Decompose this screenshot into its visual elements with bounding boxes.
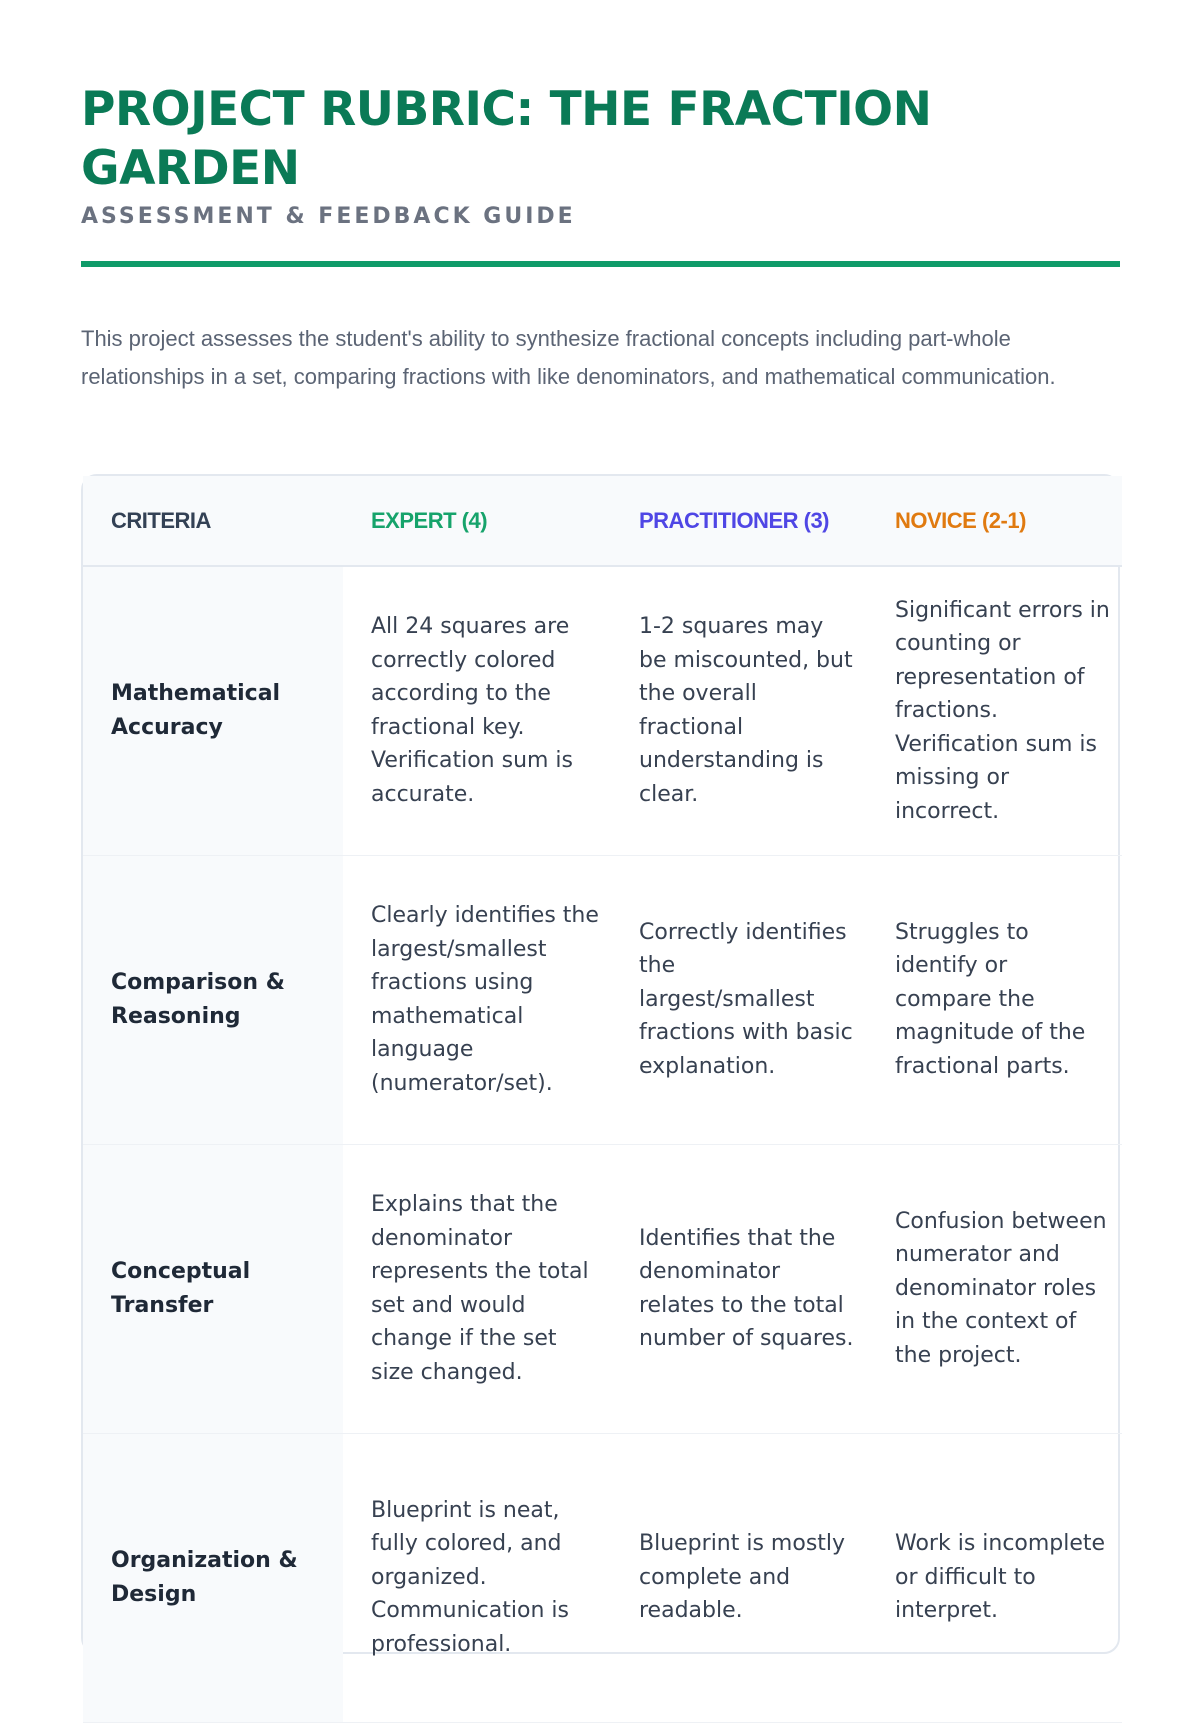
header-divider: [81, 261, 1120, 267]
page-title: PROJECT RUBRIC: THE FRACTION GARDEN: [81, 82, 932, 196]
page-subtitle: ASSESSMENT & FEEDBACK GUIDE: [81, 204, 576, 229]
practitioner-cell: Correctly identifies the largest/smallest fractions with basic explanation.: [639, 919, 853, 1079]
criterion-cell: Conceptual Transfer: [83, 1144, 343, 1433]
rubric-table-card: [81, 474, 1120, 1657]
practitioner-cell: Identifies that the denominator relates to the total number of squares.: [639, 1225, 854, 1351]
table-row: [83, 1433, 1122, 1722]
expert-cell: Explains that the denominator represents the total set and would change if the set size changed.: [371, 1192, 589, 1385]
criterion-cell: Organization & Design: [83, 1433, 343, 1722]
expert-cell: Clearly identifies the largest/smallest fractions using mathematical language (numerator/set).: [371, 903, 599, 1096]
rubric-table: [83, 476, 1122, 1723]
header-criteria: CRITERIA: [83, 476, 343, 566]
novice-cell: Confusion between numerator and denominator roles in the context of the project.: [895, 1208, 1107, 1368]
header-novice: NOVICE (2-1): [867, 476, 1122, 566]
expert-cell: Blueprint is neat, fully colored, and organized. Communication is professional.: [371, 1497, 569, 1657]
table-row: [83, 1144, 1122, 1433]
table-row: [83, 566, 1122, 855]
expert-cell: All 24 squares are correctly colored according to the fractional key. Verification sum is accurate.: [371, 614, 574, 807]
practitioner-cell: 1-2 squares may be miscounted, but the overall fractional understanding is clear.: [639, 614, 853, 807]
header-expert: EXPERT (4): [343, 476, 611, 566]
rubric-header-row: [83, 476, 1122, 566]
novice-cell: Struggles to identify or compare the magnitude of the fractional parts.: [895, 919, 1086, 1079]
practitioner-cell: Blueprint is mostly complete and readable.: [639, 1531, 846, 1624]
novice-cell: Significant errors in counting or representation of fractions. Verification sum is missing or incorrect.: [895, 597, 1110, 824]
table-row: [83, 855, 1122, 1144]
novice-cell: Work is incomplete or difficult to interpret.: [895, 1531, 1106, 1624]
criterion-cell: Comparison & Reasoning: [83, 855, 343, 1144]
header-practitioner: PRACTITIONER (3): [611, 476, 867, 566]
criterion-cell: Mathematical Accuracy: [83, 566, 343, 855]
intro-paragraph: This project assesses the student's ability to synthesize fractional concepts including part-whole relationships in a set, comparing fractions with like denominators, and mathematical communication.: [81, 326, 1056, 389]
